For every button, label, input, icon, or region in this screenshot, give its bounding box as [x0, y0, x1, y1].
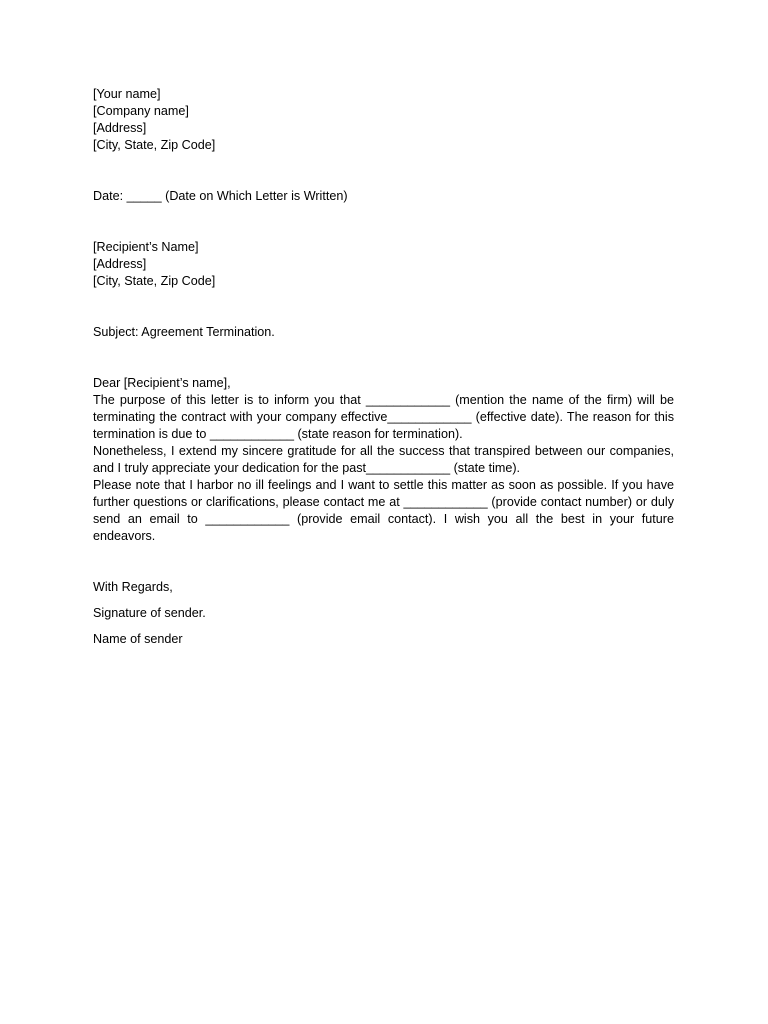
closing-block [93, 579, 674, 596]
sender-address-block [93, 86, 674, 154]
name-of-sender-line: Name of sender [93, 632, 183, 646]
sender-name-block [93, 631, 674, 648]
body-paragraph-contact: Please note that I harbor no ill feelings and I want to settle this matter as soon as possible. If you have further questions or clarifications, please contact me at ____________ (provide contact number) or duly send an email to ____________ (provide email contact). I wish you all the best in your future endeavors. [93, 478, 674, 543]
sender-company: [Company name] [93, 104, 189, 118]
date-line: Date: _____ (Date on Which Letter is Written) [93, 189, 348, 203]
signature-line: Signature of sender. [93, 606, 206, 620]
salutation-block [93, 375, 674, 392]
sender-address: [Address] [93, 121, 147, 135]
recipient-city-state-zip: [City, State, Zip Code] [93, 274, 216, 288]
sender-name: [Your name] [93, 87, 161, 101]
recipient-address: [Address] [93, 257, 147, 271]
date-line-block [93, 188, 674, 205]
body-paragraph-purpose: The purpose of this letter is to inform you that ____________ (mention the name of the firm) will be terminating the contract with your company effective____________ (effective date). The reason for this termination is due to ____________ (state reason for termination). [93, 393, 674, 441]
recipient-name: [Recipient’s Name] [93, 240, 199, 254]
salutation: Dear [Recipient’s name], [93, 376, 231, 390]
signature-block [93, 605, 674, 622]
body-paragraph-gratitude: Nonetheless, I extend my sincere gratitude for all the success that transpired between our companies, and I truly appreciate your dedication for the past____________ (state time). [93, 444, 674, 475]
recipient-address-block [93, 239, 674, 290]
subject-line: Subject: Agreement Termination. [93, 325, 275, 339]
subject-block [93, 324, 674, 341]
letter-body [93, 392, 674, 545]
closing: With Regards, [93, 580, 173, 594]
sender-city-state-zip: [City, State, Zip Code] [93, 138, 216, 152]
